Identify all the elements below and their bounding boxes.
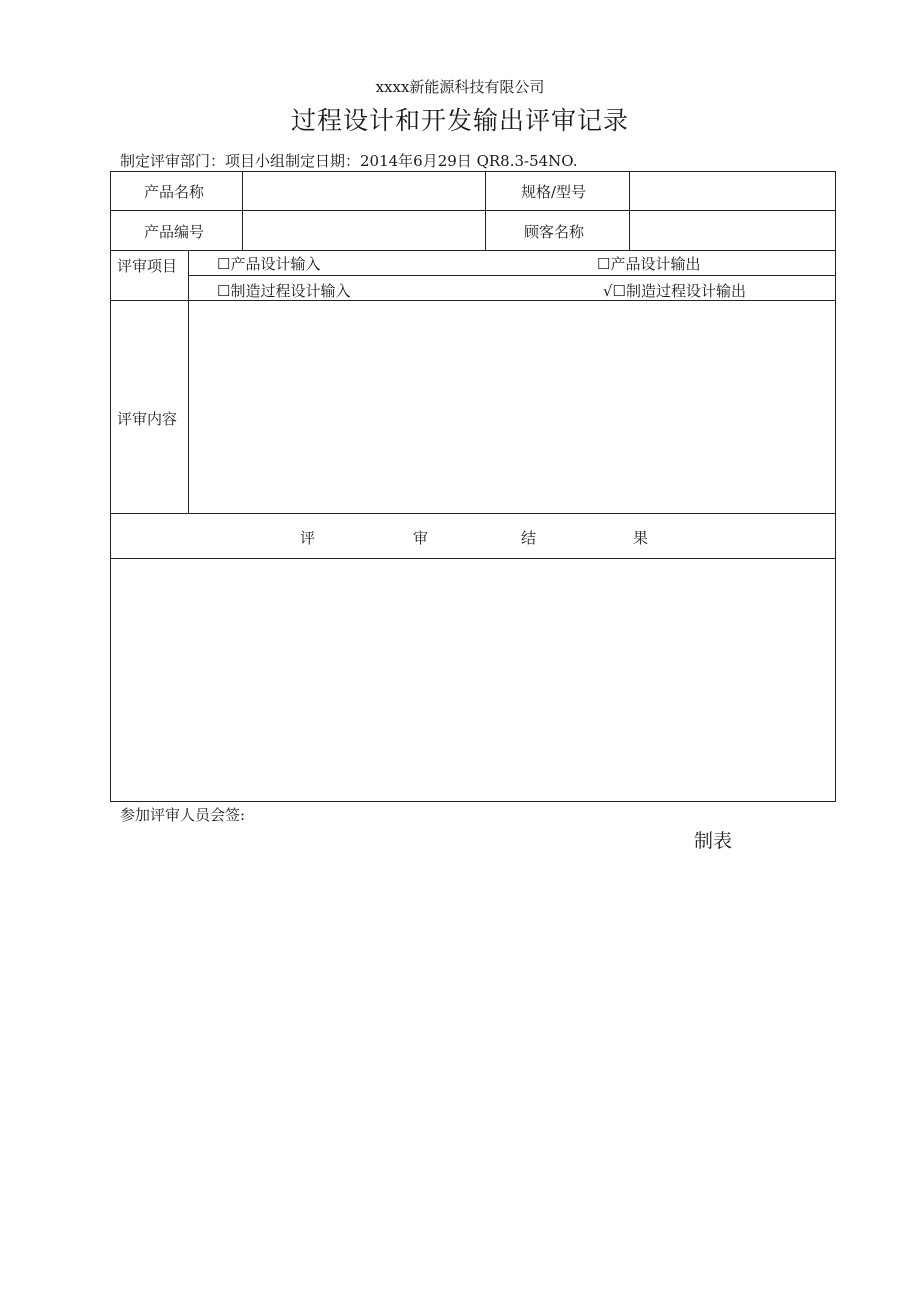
product-code-label: 产品编号 — [144, 223, 205, 241]
table-divider — [188, 275, 835, 276]
maker-label: 制表 — [694, 830, 733, 852]
review-content-area[interactable] — [189, 301, 834, 512]
review-items-label: 评审项目 — [117, 257, 178, 275]
review-record-table — [110, 171, 836, 802]
product-name-label: 产品名称 — [144, 183, 205, 201]
option-product-design-output[interactable]: ☐产品设计输出 — [597, 255, 701, 273]
signature-label: 参加评审人员会签: — [120, 806, 246, 824]
result-heading-char: 果 — [633, 529, 649, 547]
document-meta: 制定评审部门：项目小组制定日期：2014年6月29日 QR8.3-54NO. — [120, 152, 578, 170]
table-divider — [485, 172, 486, 250]
option-process-design-input[interactable]: ☐制造过程设计输入 — [217, 282, 351, 300]
review-result-area[interactable] — [111, 559, 835, 801]
customer-input[interactable] — [630, 212, 834, 249]
review-content-label: 评审内容 — [117, 410, 178, 428]
option-process-design-output[interactable]: √☐制造过程设计输出 — [603, 282, 747, 300]
product-name-input[interactable] — [243, 173, 484, 209]
customer-label: 顾客名称 — [524, 223, 585, 241]
result-heading-char: 审 — [413, 529, 429, 547]
option-product-design-input[interactable]: ☐产品设计输入 — [217, 255, 321, 273]
product-code-input[interactable] — [243, 212, 484, 249]
result-heading-char: 评 — [300, 529, 316, 547]
document-title: 过程设计和开发输出评审记录 — [290, 106, 629, 135]
company-name: xxxx新能源科技有限公司 — [375, 78, 545, 96]
table-divider — [111, 250, 835, 251]
spec-input[interactable] — [630, 173, 834, 209]
table-divider — [111, 513, 835, 514]
spec-label: 规格/型号 — [521, 183, 587, 201]
table-divider — [111, 210, 835, 211]
result-heading-char: 结 — [521, 529, 537, 547]
